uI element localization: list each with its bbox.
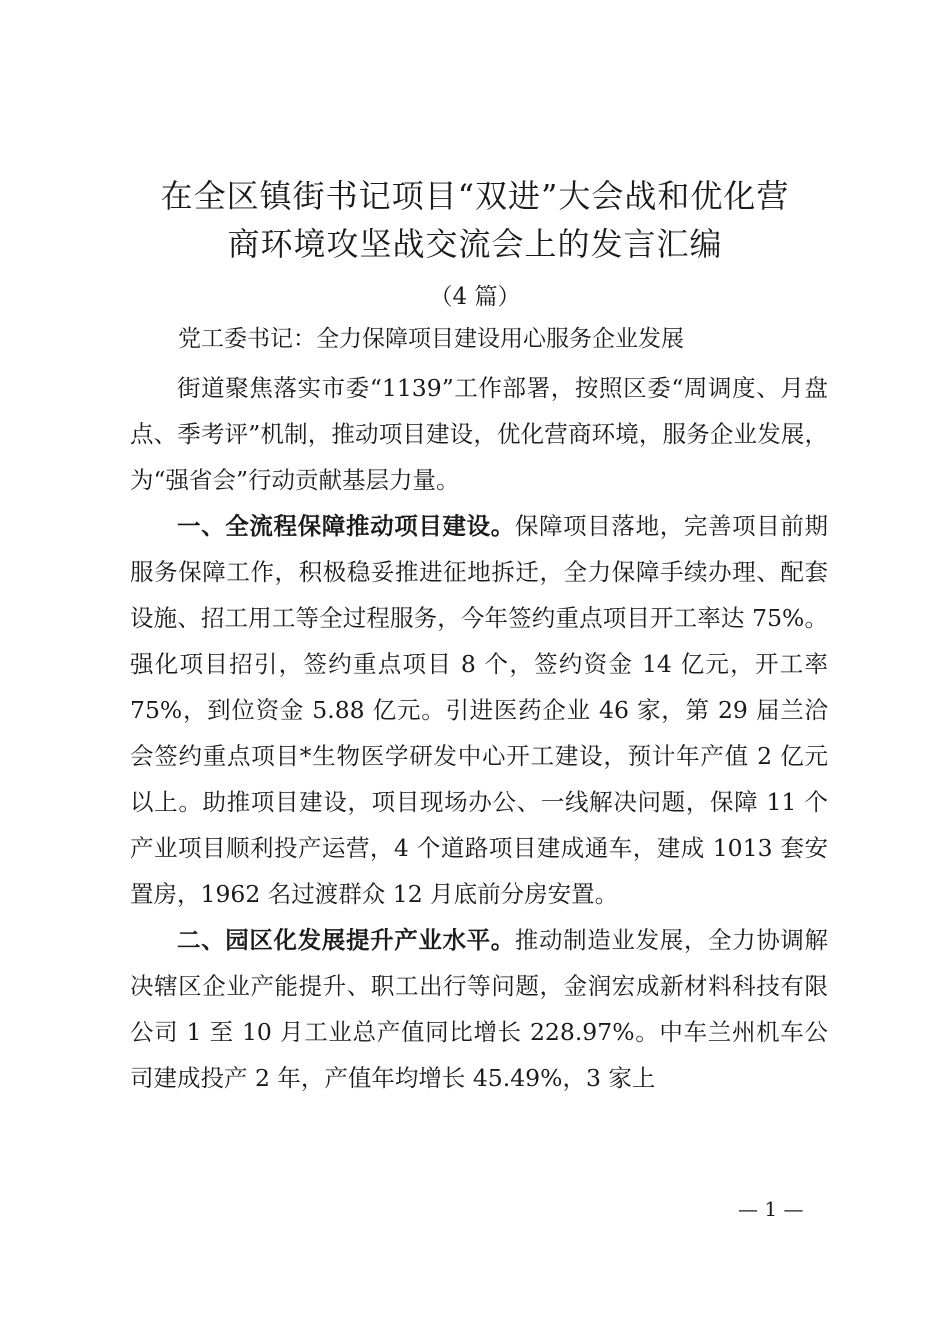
document-body [130, 365, 828, 1101]
section-heading-1: 一、全流程保障推动项目建设。 [177, 512, 515, 540]
section-heading-2: 二、园区化发展提升产业水平。 [177, 926, 515, 954]
speech-title: 党工委书记：全力保障项目建设用心服务企业发展 [178, 326, 684, 352]
document-subtitle: （4 篇） [429, 284, 521, 310]
section-paragraph-1 [130, 503, 828, 917]
document-title [100, 172, 850, 268]
document-title-line-1: 在全区镇街书记项目“双进”大会战和优化营 [160, 177, 790, 215]
section-text-2: 推动制造业发展，全力协调解决辖区企业产能提升、职工出行等问题，金润宏成新材料科技有限公司 1 至 10 月工业总产值同比增长 228.97%。中车兰州机车公司建成投产 2 年，产值年均增长 45.49%，3 家上 [130, 926, 829, 1092]
page-number: — 1 — [738, 1197, 804, 1221]
section-paragraph-2 [130, 917, 828, 1101]
section-text-1: 保障项目落地，完善项目前期服务保障工作，积极稳妥推进征地拆迁，全力保障手续办理、配套设施、招工用工等全过程服务，今年签约重点项目开工率达 75%。强化项目招引，签约重点项目 8 个，签约资金 14 亿元，开工率 75%，到位资金 5.88 亿元。引进医药企业 46 家，第 29 届兰洽会签约重点项目*生物医学研发中心开工建设，预计年产值 2 亿元以上。助推项目建设，项目现场办公、一线解决问题，保障 11 个产业项目顺利投产运营，4 个道路项目建成通车，建成 1013 套安置房，1962 名过渡群众 12 月底前分房安置。 [130, 512, 829, 908]
document-title-line-2: 商环境攻坚战交流会上的发言汇编 [227, 225, 723, 263]
intro-paragraph: 街道聚焦落实市委“1139”工作部署，按照区委“周调度、月盘点、季考评”机制，推动项目建设，优化营商环境，服务企业发展，为“强省会”行动贡献基层力量。 [130, 374, 828, 494]
